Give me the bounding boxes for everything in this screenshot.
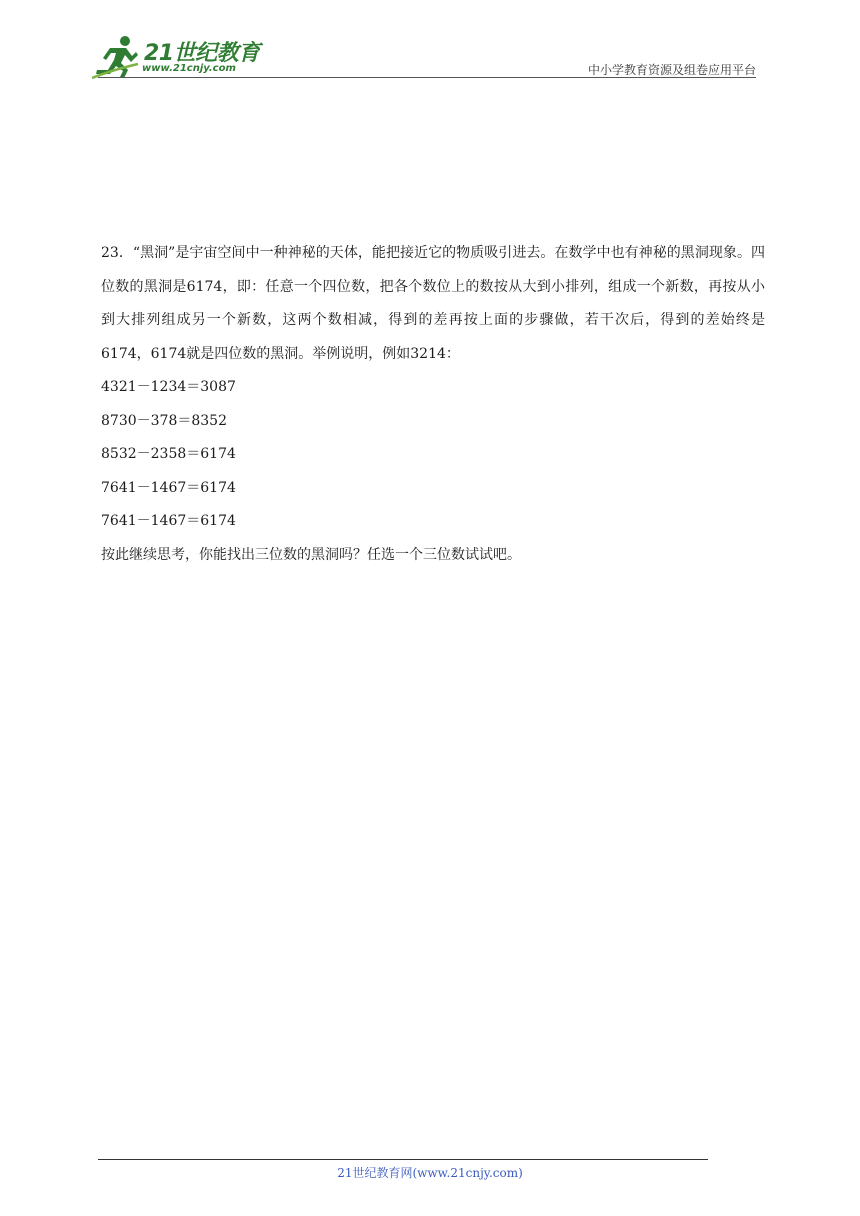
equation-list <box>101 371 765 539</box>
header-tagline: 中小学教育资源及组卷应用平台 <box>587 63 756 77</box>
footer-link[interactable]: 21世纪教育网(www.21cnjy.com) <box>337 1166 523 1180</box>
header-divider <box>98 77 756 78</box>
problem-23 <box>101 237 765 572</box>
equation-line: 4321－1234＝3087 <box>101 379 236 395</box>
page-header <box>0 0 860 90</box>
logo-url: www.21cnjy.com <box>142 63 236 74</box>
problem-content <box>101 237 765 572</box>
runner-logo-icon <box>92 34 140 80</box>
equation-line: 8532－2358＝6174 <box>101 446 236 462</box>
equation-line: 7641－1467＝6174 <box>101 513 236 529</box>
equation-line: 7641－1467＝6174 <box>101 479 236 496</box>
problem-paragraph: 23．“黑洞”是宇宙空间中一种神秘的天体，能把接近它的物质吸引进去。在数学中也有神秘的黑洞现象。四位数的黑洞是6174，即：任意一个四位数，把各个数位上的数按从大到小排列，组成一个新数，再按从小到大排列组成另一个新数，这两个数相减，得到的差再按上面的步骤做，若干次后，得到的差始终是6174，6174就是四位数的黑洞。举例说明，例如3214： <box>101 245 765 362</box>
problem-question: 按此继续思考，你能找出三位数的黑洞吗？任选一个三位数试试吧。 <box>101 546 521 563</box>
site-logo[interactable] <box>92 34 262 80</box>
equation-line: 8730－378＝8352 <box>101 412 227 429</box>
footer-divider <box>98 1159 708 1160</box>
logo-text: 21世纪教育 <box>144 41 260 66</box>
